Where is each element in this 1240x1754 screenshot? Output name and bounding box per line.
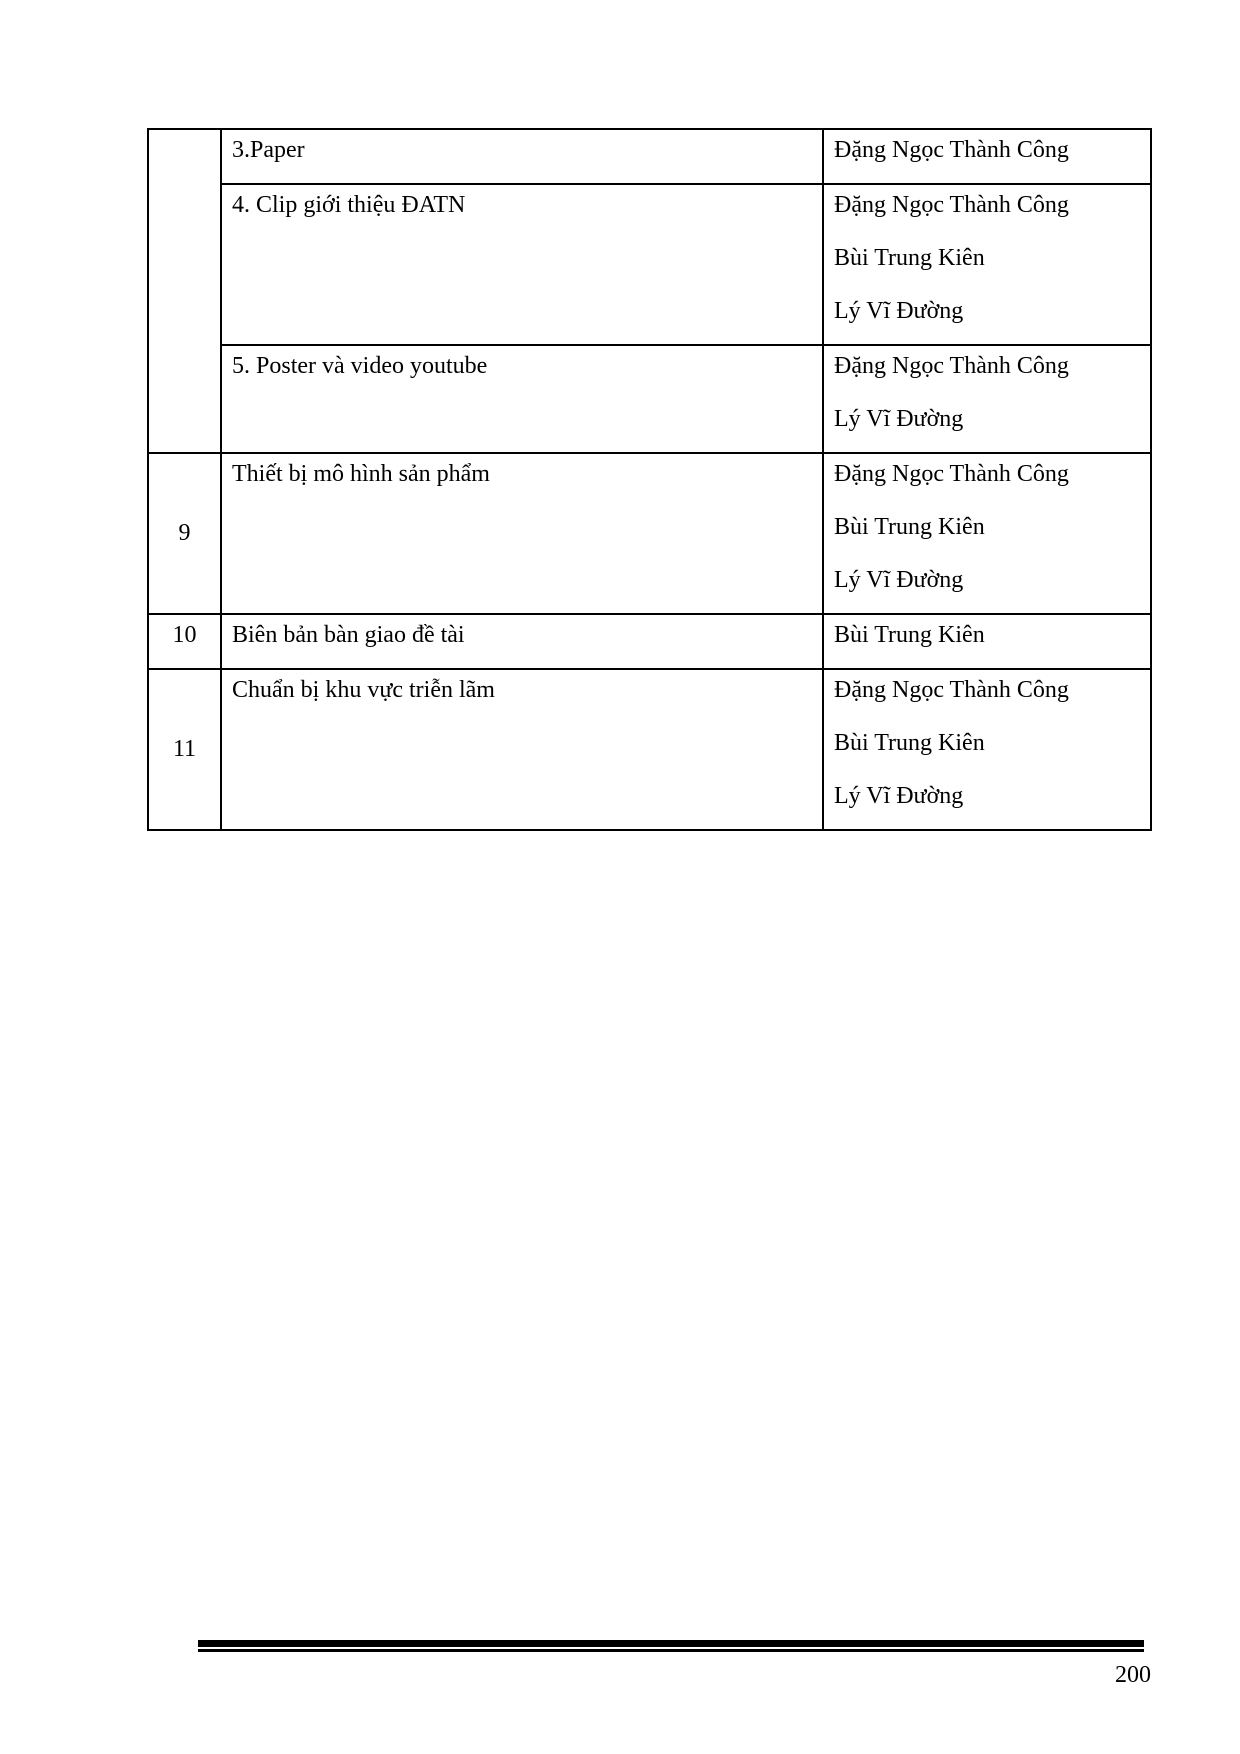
task-text: Chuẩn bị khu vực triễn lãm [232, 677, 495, 703]
person-name: Bùi Trung Kiên [834, 514, 985, 540]
person-name: Đặng Ngọc Thành Công [834, 461, 1069, 487]
task-cell [221, 614, 823, 669]
row-number: 10 [172, 622, 197, 648]
person-name: Lý Vĩ Đường [834, 567, 964, 593]
task-text: 4. Clip giới thiệu ĐATN [232, 192, 466, 218]
task-text: Thiết bị mô hình sản phẩm [232, 461, 490, 487]
page-number: 200 [1115, 1662, 1151, 1688]
people-cell [823, 669, 1151, 830]
task-text: Biên bản bàn giao đề tài [232, 622, 465, 648]
task-assignment-table [147, 128, 1152, 831]
person-name: Bùi Trung Kiên [834, 730, 985, 756]
footer-divider-thick [198, 1640, 1144, 1647]
table-row [148, 129, 1151, 184]
task-cell [221, 184, 823, 345]
person-name: Bùi Trung Kiên [834, 245, 985, 271]
person-name: Lý Vĩ Đường [834, 298, 964, 324]
person-name: Lý Vĩ Đường [834, 406, 964, 432]
task-cell [221, 453, 823, 614]
person-name: Lý Vĩ Đường [834, 783, 964, 809]
row-number-cell [148, 129, 221, 453]
task-text: 3.Paper [232, 137, 305, 163]
people-cell [823, 614, 1151, 669]
row-number-cell [148, 669, 221, 830]
person-name: Bùi Trung Kiên [834, 622, 985, 648]
row-number: 9 [178, 520, 191, 546]
people-cell [823, 345, 1151, 453]
row-number: 11 [172, 736, 197, 762]
table-row [148, 345, 1151, 453]
task-cell [221, 669, 823, 830]
row-number-cell [148, 453, 221, 614]
task-text: 5. Poster và video youtube [232, 353, 488, 379]
people-cell [823, 184, 1151, 345]
people-cell [823, 453, 1151, 614]
footer-divider-thin [198, 1649, 1144, 1652]
person-name: Đặng Ngọc Thành Công [834, 192, 1069, 218]
row-number-cell [148, 614, 221, 669]
people-cell [823, 129, 1151, 184]
table-row [148, 184, 1151, 345]
table-row [148, 453, 1151, 614]
table-row [148, 614, 1151, 669]
task-cell [221, 345, 823, 453]
person-name: Đặng Ngọc Thành Công [834, 677, 1069, 703]
person-name: Đặng Ngọc Thành Công [834, 353, 1069, 379]
task-cell [221, 129, 823, 184]
table-row [148, 669, 1151, 830]
person-name: Đặng Ngọc Thành Công [834, 137, 1069, 163]
